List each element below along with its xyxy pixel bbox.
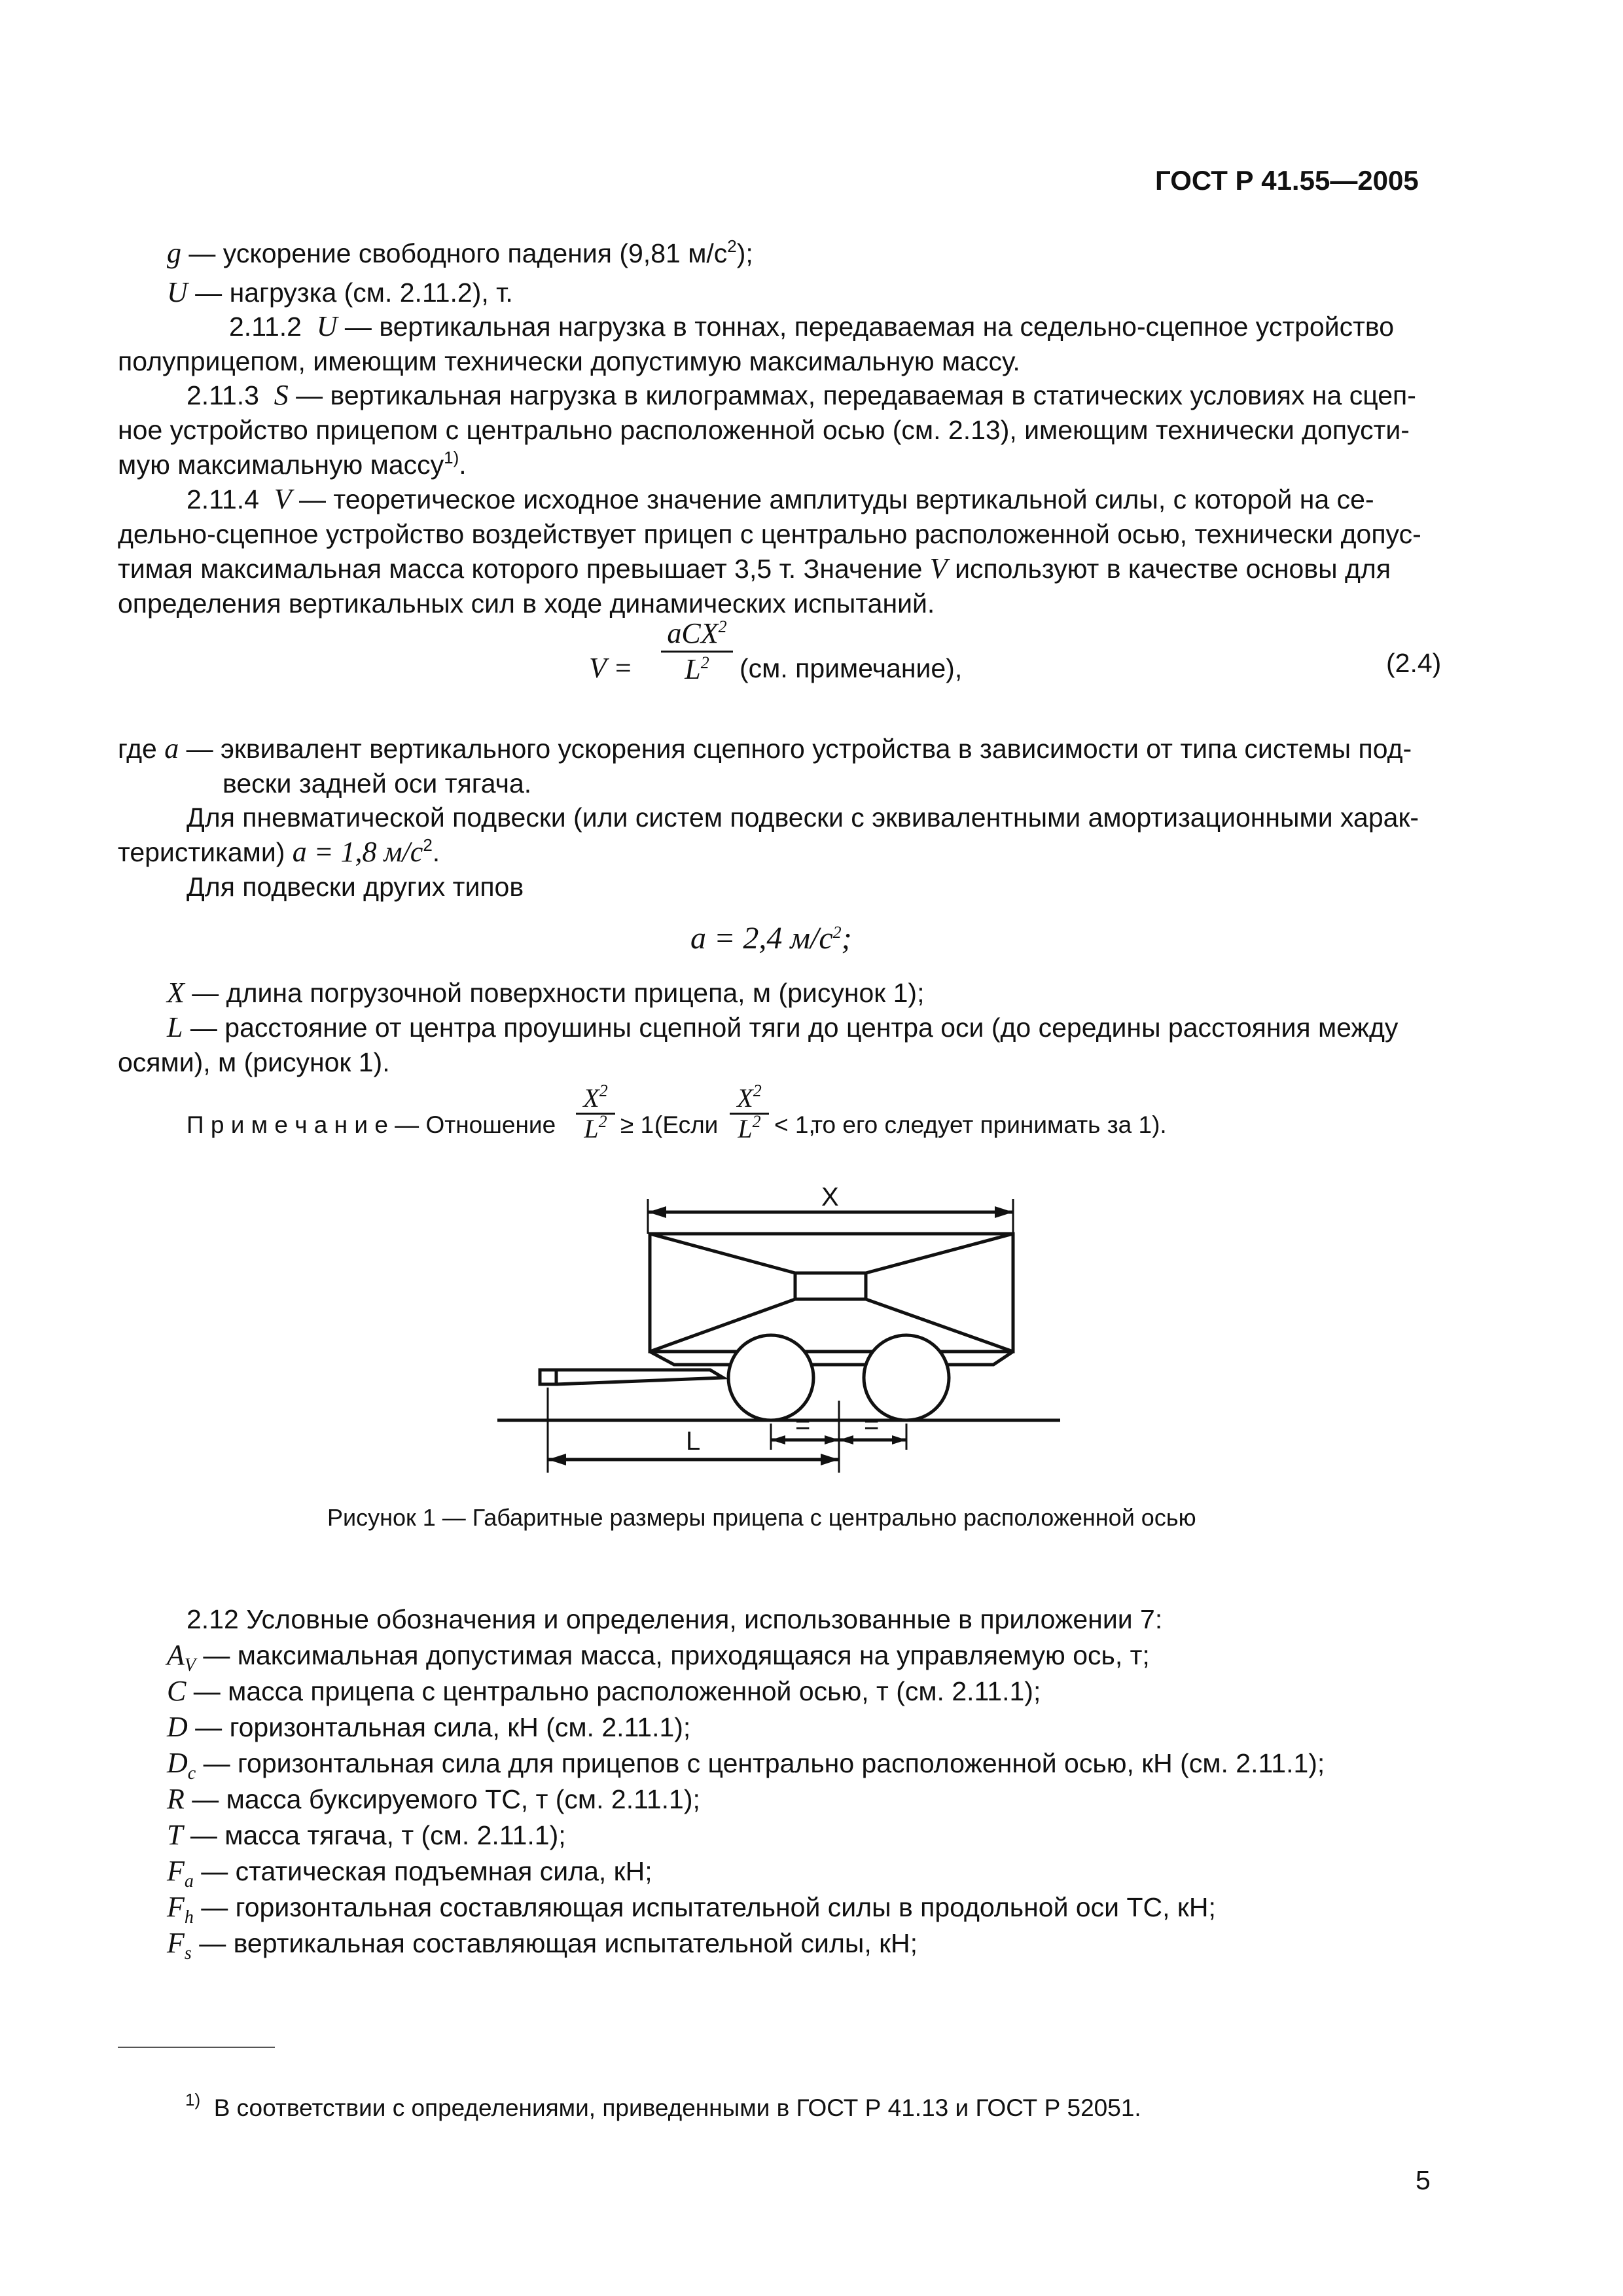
definition-symbol: D: [167, 1747, 188, 1779]
arrow: [821, 1454, 839, 1465]
where-prefix: где: [118, 734, 165, 764]
other-types: Для подвески других типов: [187, 872, 524, 902]
note-mid: (Если: [654, 1111, 719, 1138]
definition-symbol: T: [167, 1819, 183, 1851]
symbol-g: g: [167, 237, 181, 269]
drawbar: [556, 1370, 723, 1384]
para-number: 2.11.3: [187, 380, 259, 410]
where-a-line2: вески задней оси тягача.: [223, 768, 532, 798]
symbol-u: U: [316, 310, 338, 342]
figure-label-x: X: [821, 1183, 839, 1211]
note-rel2: < 1,: [774, 1111, 815, 1138]
definition-subscript: s: [184, 1943, 192, 1964]
definition-subscript: c: [187, 1763, 196, 1784]
footnote-ref: 1): [444, 448, 459, 467]
definition-text: — вертикальная составляющая испытательной силы, кН;: [191, 1928, 918, 1958]
definition-symbol: A: [167, 1639, 185, 1671]
den-sup: 2: [598, 1112, 607, 1131]
pneumatic-line1: Для пневматической подвески (или систем подвески с эквивалентными амортизационными харак-: [187, 802, 1419, 833]
symbol-x: X: [167, 977, 185, 1009]
pneumatic-text: теристиками): [118, 837, 293, 867]
formula2-end: ;: [841, 921, 852, 956]
definition-symbol: F: [167, 1891, 185, 1923]
note-end: то его следует принимать за 1).: [812, 1111, 1167, 1138]
definition-item: [167, 1852, 652, 1890]
den-text: L: [738, 1114, 753, 1143]
para-text: — теоретическое исходное значение амплитуды вертикальной силы, с которой на се-: [291, 484, 1374, 514]
para-text: — вертикальная нагрузка в килограммах, передаваемая в статических условиях на сцеп-: [288, 380, 1416, 410]
pneumatic-sup: 2: [423, 835, 433, 855]
numerator-text: aCX: [667, 617, 719, 649]
formula-number: (2.4): [1386, 648, 1442, 678]
symbol-v: V: [929, 552, 948, 584]
definition-symbol: R: [167, 1783, 185, 1815]
definition-item: [167, 1888, 1216, 1926]
figure-label-l: L: [686, 1427, 701, 1456]
formula-tail: (см. примечание),: [740, 653, 963, 683]
def-g-text: — ускорение свободного падения (9,81 м/с: [181, 238, 728, 268]
figure-caption: Рисунок 1 — Габаритные размеры прицепа с центрально расположенной осью: [327, 1504, 1196, 1531]
den-sup: 2: [752, 1112, 761, 1131]
para-end: .: [459, 450, 467, 480]
drawbar-eye: [540, 1370, 556, 1384]
num-sup: 2: [753, 1081, 762, 1100]
definition-text: — масса буксируемого ТС, т (см. 2.11.1);: [184, 1784, 700, 1814]
def-g-after: );: [736, 238, 753, 268]
arrow: [839, 1435, 853, 1444]
para-number: 2.11.4: [187, 484, 259, 514]
numerator-sup: 2: [718, 617, 727, 636]
arrow: [648, 1206, 666, 1218]
para-2-11-3-line2: ное устройство прицепом с центрально расположенной осью (см. 2.13), имеющим технически допусти-: [118, 415, 1410, 445]
definition-text: — масса тягача, т (см. 2.11.1);: [183, 1820, 566, 1850]
symbol-u: U: [167, 276, 188, 308]
symbol-a: a: [164, 732, 179, 764]
figure-equal-2: =: [864, 1410, 880, 1439]
para-text: тимая максимальная масса которого превышает 3,5 т. Значение: [118, 554, 930, 584]
symbol-v: V: [274, 483, 292, 515]
arrow: [825, 1435, 839, 1444]
definition-symbol: C: [167, 1675, 187, 1707]
definition-text: — максимальная допустимая масса, приходящаяся на управляемую ось, т;: [196, 1640, 1150, 1670]
figure-equal-1: =: [795, 1410, 811, 1439]
pneumatic-formula: a = 1,8 м/с: [292, 836, 423, 868]
definition-symbol: F: [167, 1927, 185, 1959]
definition-item: [167, 1780, 700, 1818]
definition-subscript: V: [184, 1655, 196, 1676]
para-2-11-4-line2: дельно-сцепное устройство воздействует прицеп с центрально расположенной осью, технически допус-: [118, 519, 1421, 549]
page-number: 5: [1416, 2165, 1431, 2195]
arrow: [995, 1206, 1013, 1218]
definition-text: — горизонтальная составляющая испытательной силы в продольной оси ТС, кН;: [193, 1892, 1216, 1922]
def-l-cont: осями), м (рисунок 1).: [118, 1047, 390, 1077]
symbol-l: L: [167, 1011, 183, 1043]
chassis: [650, 1352, 1013, 1365]
def-u-text: — нагрузка (см. 2.11.2), т.: [187, 278, 513, 308]
def-g-sup: 2: [727, 236, 737, 256]
definition-item: [167, 1672, 1041, 1710]
document-id: ГОСТ Р 41.55—2005: [1155, 165, 1419, 196]
num-text: X: [737, 1083, 753, 1113]
arrow: [771, 1435, 785, 1444]
formula-lhs: V =: [589, 652, 633, 684]
para-text: используют в качестве основы для: [947, 554, 1391, 584]
definition-subscript: a: [184, 1871, 194, 1892]
body-brace: [866, 1234, 1013, 1273]
definition-item: [167, 1816, 566, 1854]
pneumatic-end: .: [432, 837, 440, 867]
definition-item: [167, 1708, 690, 1746]
footnote-rule: [118, 2047, 275, 2048]
definition-item: [167, 1924, 918, 1962]
section-2-12-title: 2.12 Условные обозначения и определения, использованные в приложении 7:: [187, 1604, 1163, 1634]
definition-item: [167, 1744, 1325, 1782]
definition-text: — статическая подъемная сила, кН;: [193, 1856, 652, 1886]
footnote-text: В соответствии с определениями, приведенными в ГОСТ Р 41.13 и ГОСТ Р 52051.: [213, 2094, 1141, 2121]
body-brace: [650, 1234, 795, 1273]
denominator-sup: 2: [700, 653, 709, 672]
footnote-mark: 1): [185, 2090, 201, 2109]
den-text: L: [584, 1114, 599, 1143]
para-text: — вертикальная нагрузка в тоннах, передаваемая на седельно-сцепное устройство: [337, 312, 1395, 342]
num-text: X: [583, 1083, 599, 1113]
para-2-11-4-line4: определения вертикальных сил в ходе динамических испытаний.: [118, 588, 935, 619]
note-label: П р и м е ч а н и е — Отношение: [187, 1111, 556, 1138]
symbol-s: S: [274, 379, 289, 411]
body-center-block: [795, 1273, 866, 1299]
formula2-text: a = 2,4 м/с: [690, 921, 833, 956]
arrow: [548, 1454, 566, 1465]
definition-symbol: F: [167, 1855, 185, 1887]
arrow: [892, 1435, 906, 1444]
definition-item: [167, 1636, 1150, 1674]
num-sup: 2: [599, 1081, 608, 1100]
definition-subscript: h: [184, 1907, 194, 1928]
footnote: [185, 2089, 1141, 2127]
definition-text: — масса прицепа с центрально расположенной осью, т (см. 2.11.1);: [186, 1676, 1041, 1706]
formula2-sup: 2: [832, 923, 842, 942]
denominator-text: L: [685, 653, 701, 685]
where-text: — эквивалент вертикального ускорения сцепного устройства в зависимости от типа системы под-: [179, 734, 1412, 764]
note-rel1: ≥ 1.: [620, 1111, 661, 1138]
para-number: 2.11.2: [229, 312, 302, 342]
para-text: мую максимальную массу: [118, 450, 444, 480]
definition-text: — горизонтальная сила для прицепов с центрально расположенной осью, кН (см. 2.11.1);: [196, 1748, 1325, 1778]
para-2-11-2-line2: полуприцепом, имеющим технически допустимую максимальную массу.: [118, 346, 1020, 376]
def-x-text: — длина погрузочной поверхности прицепа, м (рисунок 1);: [184, 978, 925, 1008]
definition-text: — горизонтальная сила, кН (см. 2.11.1);: [187, 1712, 691, 1742]
definition-symbol: D: [167, 1711, 188, 1743]
def-l-text: — расстояние от центра проушины сцепной тяги до центра оси (до середины расстояния между: [183, 1013, 1399, 1043]
